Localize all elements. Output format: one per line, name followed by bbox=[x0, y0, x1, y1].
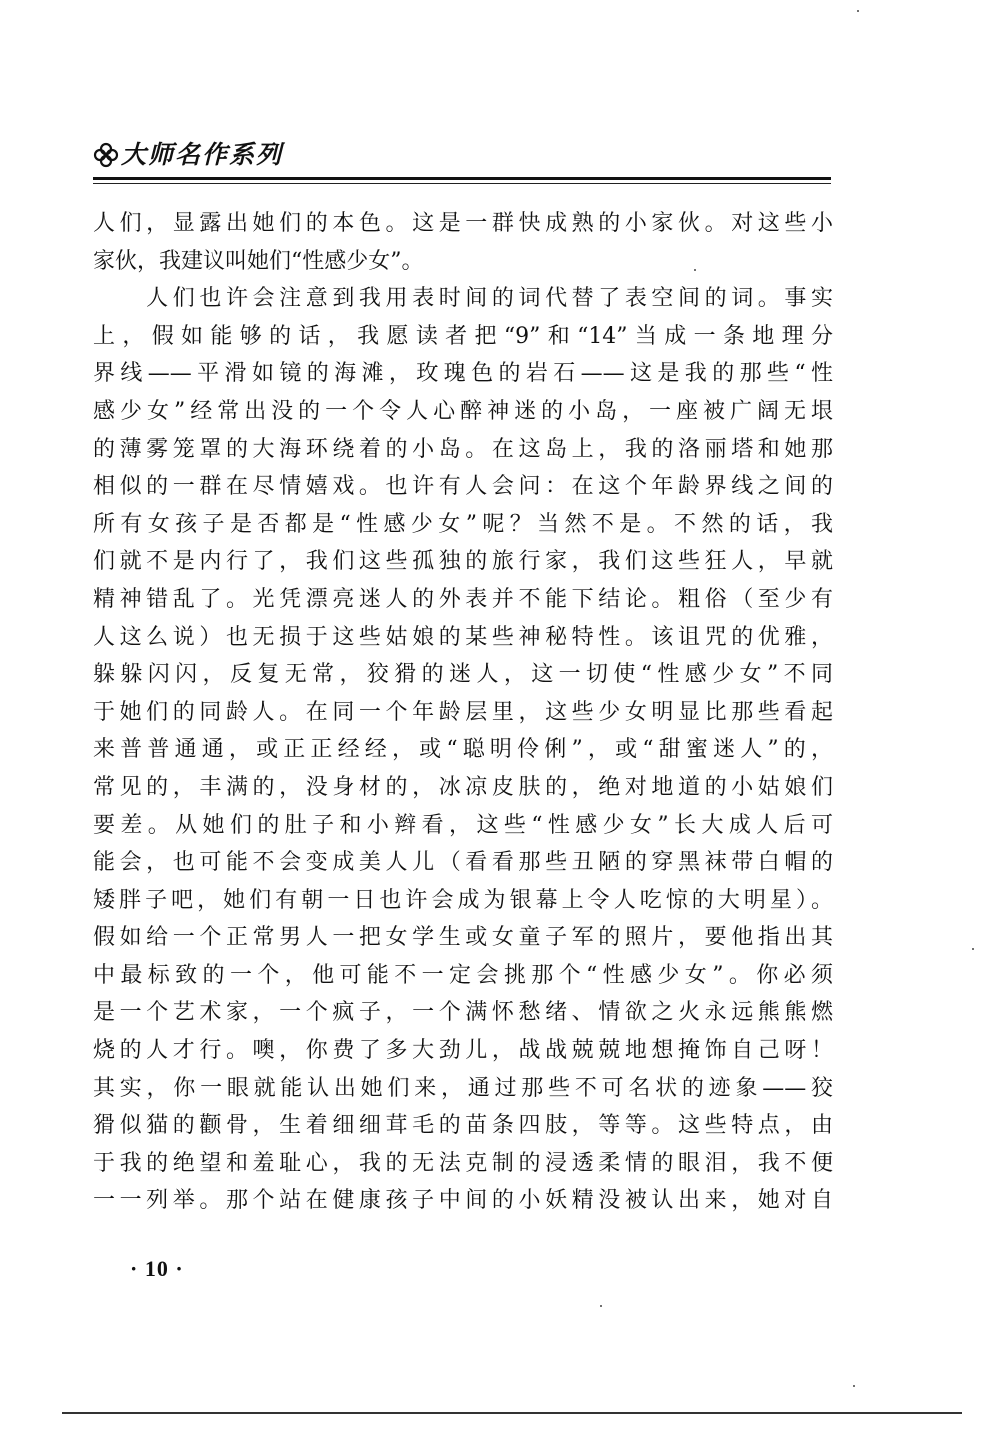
text-line: 们就不是内行了，我们这些孤独的旅行家，我们这些狂人，早就 bbox=[93, 549, 833, 575]
scan-speck bbox=[600, 1305, 602, 1307]
text-line: 相似的一群在尽情嬉戏。也许有人会问：在这个年龄界线之间的 bbox=[93, 474, 833, 500]
text-line: 人这么说）也无损于这些姑娘的某些神秘特性。该诅咒的优雅， bbox=[93, 624, 833, 650]
text-line: 其实，你一眼就能认出她们来，通过那些不可名状的迹象——狡 bbox=[93, 1075, 833, 1101]
text-line: 烧的人才行。噢，你费了多大劲儿，战战兢兢地想掩饰自己呀！ bbox=[93, 1038, 833, 1064]
text-line: 要差。从她们的肚子和小辫看，这些“性感少女”长大成人后可 bbox=[93, 812, 833, 838]
text-line: 来普普通通，或正正经经，或“聪明伶俐”，或“甜蜜迷人”的， bbox=[93, 737, 833, 763]
page-number: · 10 · bbox=[130, 1256, 184, 1281]
text-line: 上，假如能够的话，我愿读者把“9”和“14”当成一条地理分 bbox=[93, 323, 833, 349]
flower-ornament-icon bbox=[93, 142, 119, 168]
running-header bbox=[93, 138, 833, 180]
header-rule-thick bbox=[93, 177, 831, 180]
series-title: 大师名作系列 bbox=[121, 140, 284, 169]
text-line: 感少女”经常出没的一个令人心醉神迷的小岛，一座被广阔无垠 bbox=[93, 398, 833, 424]
text-line: 猾似猫的颧骨，生着细细茸毛的苗条四肢，等等。这些特点，由 bbox=[93, 1113, 833, 1139]
text-line: 一一列举。那个站在健康孩子中间的小妖精没被认出来，她对自 bbox=[93, 1188, 833, 1214]
text-line: 中最标致的一个，他可能不一定会挑那个“性感少女”。你必须 bbox=[93, 962, 833, 988]
scan-speck bbox=[857, 10, 859, 12]
text-line: 人们也许会注意到我用表时间的词代替了表空间的词。事实 bbox=[93, 286, 833, 312]
text-line: 的薄雾笼罩的大海环绕着的小岛。在这岛上，我的洛丽塔和她那 bbox=[93, 436, 833, 462]
text-line: 于她们的同龄人。在同一个年龄层里，这些少女明显比那些看起 bbox=[93, 699, 833, 725]
text-line: 假如给一个正常男人一把女学生或女童子军的照片，要他指出其 bbox=[93, 925, 833, 951]
text-line: 常见的，丰满的，没身材的，冰凉皮肤的，绝对地道的小姑娘们 bbox=[93, 774, 833, 800]
text-line: 所有女孩子是否都是“性感少女”呢？当然不是。不然的话，我 bbox=[93, 511, 833, 537]
text-line: 能会，也可能不会变成美人儿（看看那些丑陋的穿黑袜带白帽的 bbox=[93, 850, 833, 876]
header-rule-thin bbox=[93, 183, 831, 184]
scan-speck bbox=[853, 1385, 855, 1387]
text-line: 人们，显露出她们的本色。这是一群快成熟的小家伙。对这些小 bbox=[93, 211, 833, 236]
scan-speck bbox=[694, 269, 696, 271]
bottom-rule bbox=[62, 1412, 962, 1414]
text-line: 于我的绝望和羞耻心，我的无法克制的浸透柔情的眼泪，我不便 bbox=[93, 1150, 833, 1176]
text-line: 界线——平滑如镜的海滩，玫瑰色的岩石——这是我的那些“性 bbox=[93, 361, 833, 387]
text-line: 矮胖子吧，她们有朝一日也许会成为银幕上令人吃惊的大明星）。 bbox=[93, 887, 833, 913]
body-text bbox=[93, 205, 833, 1220]
text-line: 精神错乱了。光凭漂亮迷人的外表并不能下结论。粗俗（至少有 bbox=[93, 586, 833, 612]
text-line: 躲躲闪闪，反复无常，狡猾的迷人，这一切使“性感少女”不同 bbox=[93, 662, 833, 688]
text-line: 是一个艺术家，一个疯子，一个满怀愁绪、情欲之火永远熊熊燃 bbox=[93, 1000, 833, 1026]
scan-speck bbox=[972, 948, 974, 950]
text-line: 家伙，我建议叫她们“性感少女”。 bbox=[93, 248, 424, 274]
